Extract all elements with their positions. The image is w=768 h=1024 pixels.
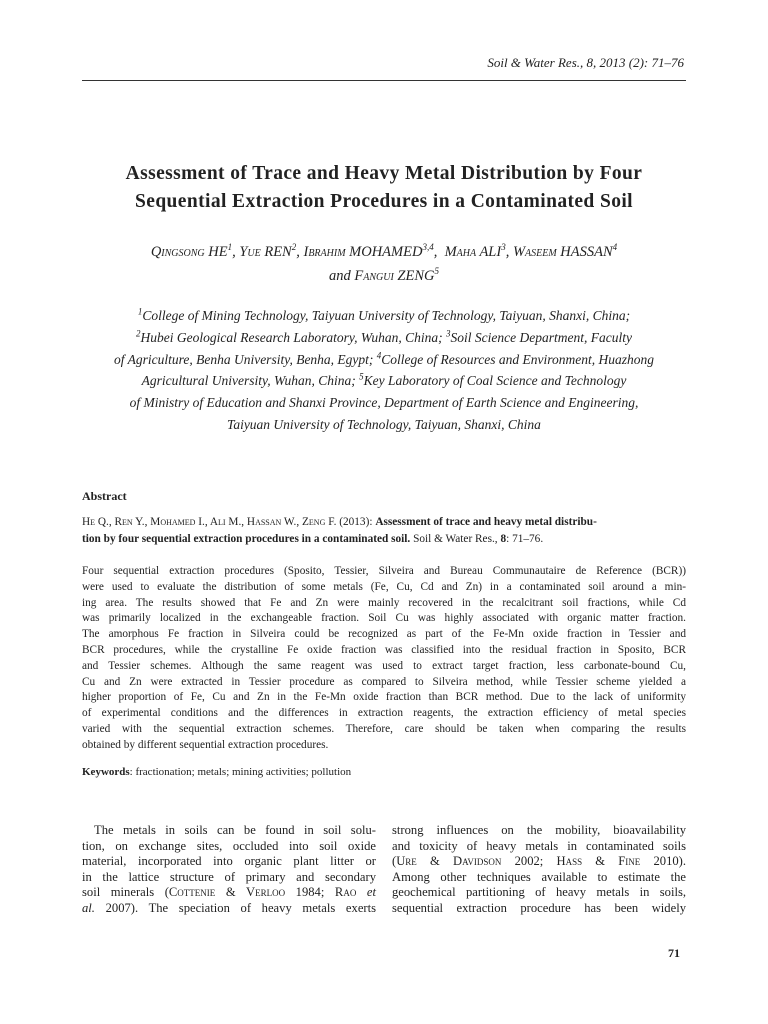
abstract-line: Cu and Zn were extracted in Tessier procedure as compared to Silveira method, while Tessier scheme yielded a [82, 675, 686, 688]
body-line: and toxicity of heavy metals in contaminated soils [392, 838, 686, 853]
citation-pages: : 71–76. [506, 533, 544, 545]
abstract-line: and Tessier schemes. Although the same reagent was used to extract target fraction, less carbonate-bound Cu, [82, 659, 686, 672]
affiliation-line [82, 327, 686, 349]
affil-mark: 4 [376, 350, 382, 361]
author-and: and [329, 268, 351, 284]
keywords [82, 766, 351, 778]
abstract-line: obtained by different sequential extraction procedures. [82, 738, 329, 751]
paper-title [82, 160, 686, 216]
author-name: Ibrahim MOHAMED [303, 244, 423, 260]
affil-text: Key Laboratory of Coal Science and Technology [363, 373, 627, 389]
title-line-1: Assessment of Trace and Heavy Metal Distribution by Four [125, 163, 643, 184]
abstract-body [82, 564, 686, 754]
body-text: 2002; [501, 854, 557, 869]
author-name: Qingsong HE [150, 244, 228, 260]
abstract-line: varied with the sequential extraction schemes. Therefore, care should be taken when comparing the results [82, 722, 686, 735]
abstract-heading: Abstract [82, 489, 127, 503]
body-text: soil minerals ( [82, 885, 169, 900]
abstract-line: BCR procedures, while the crystalline Fe oxide fraction was classified into the residual fraction in Sposito, BCR [82, 643, 686, 656]
citation-title: Assessment of trace and heavy metal distribu- [375, 516, 597, 528]
affiliations [82, 305, 686, 436]
author-name: Waseem HASSAN [512, 244, 613, 260]
affil-mark: 1 [137, 306, 143, 317]
body-line [392, 854, 686, 870]
body-line: Among other techniques available to estimate the [392, 869, 686, 884]
affiliation-line: Taiyuan University of Technology, Taiyuan, Shanxi, China [227, 416, 541, 432]
author-list [82, 240, 686, 288]
body-line: in the lattice structure of primary and secondary [82, 869, 376, 884]
body-text: al. [82, 900, 95, 915]
abstract-line: was primarily localized in the exchangeable fraction. Soil Cu was highly associated with organic matter fraction. [82, 612, 686, 625]
header-rule [82, 80, 686, 81]
body-line: material, incorporated into organic plant litter or [82, 854, 376, 869]
affiliation-line: of Ministry of Education and Shanxi Province, Department of Earth Science and Engineering, [129, 395, 639, 411]
body-column-left [82, 823, 376, 917]
abstract-line: of experimental conditions and the differences in extraction reagents, the extraction efficiency of metal species [82, 707, 686, 720]
body-text: 1984; [285, 885, 335, 900]
citation-ref: Rao [334, 885, 357, 900]
abstract-line: ing area. The results showed that Fe and Zn were mainly recovered in the recalcitrant soil fractions, while Cd [82, 596, 686, 609]
citation-ref: Hass & Fine [556, 854, 641, 869]
affil-text: College of Resources and Environment, Huazhong [381, 351, 655, 367]
affil-text: Soil Science Department, Faculty [450, 329, 632, 345]
body-text: et [356, 885, 376, 900]
abstract-line: higher proportion of Fe, Cu and Zn in the Fe-Mn oxide fraction than BCR method. Due to the lack of uniformity [82, 691, 686, 704]
body-line: sequential extraction procedure has been widely [392, 900, 686, 915]
author-affil-mark: 2 [291, 242, 297, 253]
affil-text: Agricultural University, Wuhan, China; [141, 373, 360, 389]
affil-mark: 2 [136, 328, 141, 339]
running-head-journal: Soil & Water Res., 8, 2013 (2): 71–76 [487, 55, 684, 70]
author-affil-mark: 3,4 [422, 242, 434, 253]
citation-title: tion by four sequential extraction procedures in a contaminated soil. [82, 533, 411, 545]
title-line-2: Sequential Extraction Procedures in a Contaminated Soil [135, 191, 633, 212]
author-line-1: Qingsong $HE^1$, Yue REN$^2$, Ibrahim MOHAMED$^{3,4}$, Maha ALI$^3$, Waseem HASSAN$^4$ [150, 242, 618, 260]
citation-ref: Cottenie & Verloo [168, 885, 286, 900]
author-affil-mark: 1 [227, 242, 233, 253]
citation [82, 514, 686, 548]
body-line: tion, on exchange sites, occluded into soil oxide [82, 838, 376, 853]
abstract-line: were used to evaluate the distribution of some metals (Fe, Cu, Cd and Zn) in a contaminated soil around a min- [82, 580, 686, 593]
author-line-2 [82, 264, 686, 288]
body-line: The metals in soils can be found in soil solu- [94, 823, 376, 837]
affiliation-line [82, 370, 686, 392]
affiliation-line [82, 349, 686, 371]
affil-text: Hubei Geological Research Laboratory, Wuhan, China; [140, 329, 447, 345]
keywords-label: Keywords [82, 766, 130, 778]
author-affil-mark: 4 [612, 242, 618, 253]
abstract-line: Four sequential extraction procedures (Sposito, Tessier, Silveira and Bureau Communautaire de Reference (BCR)) [82, 565, 686, 577]
citation-line-2 [82, 531, 686, 548]
author-name: Yue REN [239, 244, 292, 260]
citation-authors: He Q., Ren Y., Mohamed I., Ali M., Hassan W., Zeng F. (2013): [82, 516, 376, 528]
author-affil-mark: 5 [434, 266, 439, 277]
body-line: geochemical partitioning of heavy metals in soils, [392, 885, 686, 900]
affil-mark: 5 [359, 371, 364, 382]
abstract-line: The amorphous Fe fraction in Silveira could be recognized as part of the Fe-Mn oxide fraction in Tessier and [82, 628, 686, 641]
citation-journal: Soil & Water Res., [410, 533, 501, 545]
body-text: ( [392, 854, 397, 869]
keywords-text: : fractionation; metals; mining activities; pollution [129, 766, 352, 778]
body-text: 2007). The speciation of heavy metals exerts [94, 900, 376, 915]
affil-text: of Agriculture, Benha University, Benha, Egypt; [113, 351, 377, 367]
author-affil-mark: 3 [501, 242, 506, 253]
author-name: Maha ALI [444, 244, 502, 260]
body-column-right [392, 823, 686, 917]
author-name: Fangui ZENG [354, 268, 435, 284]
body-line [82, 885, 376, 901]
body-line: strong influences on the mobility, bioavailability [392, 823, 686, 837]
affil-text: College of Mining Technology, Taiyuan University of Technology, Taiyuan, Shanxi, China; [142, 308, 631, 323]
affil-mark: 3 [446, 328, 451, 339]
page-number: 71 [668, 946, 680, 960]
affiliation-line [82, 305, 686, 327]
body-text: 2010). [640, 854, 687, 869]
body-line [82, 901, 376, 917]
citation-ref: Ure & Davidson [396, 854, 502, 869]
citation-line-1 [82, 514, 686, 531]
citation-volume: 8 [500, 533, 507, 545]
